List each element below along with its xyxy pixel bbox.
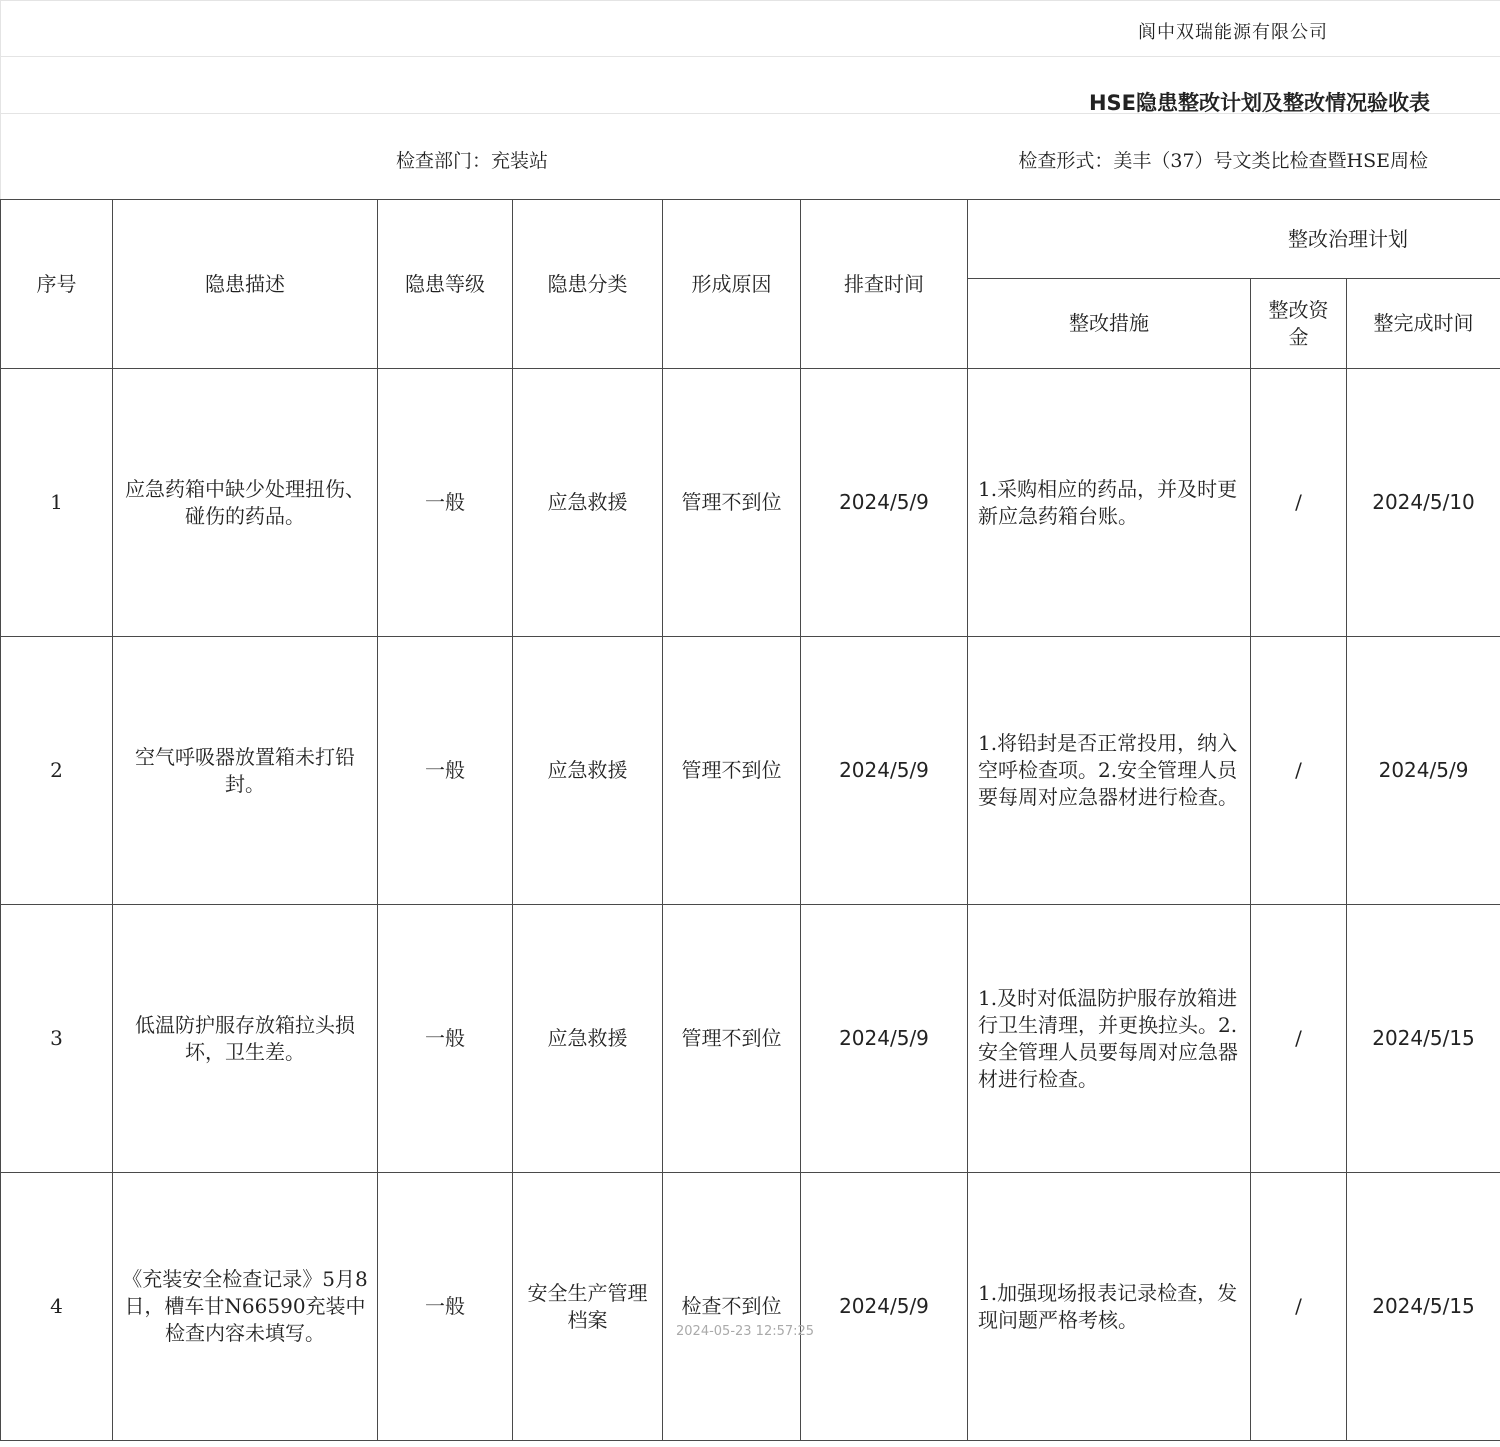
cell-level: 一般 bbox=[378, 1173, 513, 1441]
table-row bbox=[1, 1173, 1500, 1441]
cell-time: 2024/5/9 bbox=[801, 637, 968, 905]
page-title: HSE隐患整改计划及整改情况验收表 bbox=[1088, 91, 1430, 115]
cell-time: 2024/5/9 bbox=[801, 1173, 968, 1441]
inspection-department: 检查部门：充装站 bbox=[396, 150, 549, 172]
cell-fund: / bbox=[1251, 637, 1347, 905]
cell-desc: 应急药箱中缺少处理扭伤、碰伤的药品。 bbox=[113, 369, 378, 637]
cell-level: 一般 bbox=[378, 369, 513, 637]
cell-desc: 低温防护服存放箱拉头损坏，卫生差。 bbox=[113, 905, 378, 1173]
cell-seq: 1 bbox=[1, 369, 113, 637]
sheet-gridline bbox=[0, 0, 1, 199]
cell-seq: 2 bbox=[1, 637, 113, 905]
cell-deadline: 2024/5/15 bbox=[1347, 1173, 1500, 1441]
cell-level: 一般 bbox=[378, 905, 513, 1173]
inspection-form: 检查形式：美丰（37）号文类比检查暨HSE周检 bbox=[1018, 150, 1428, 172]
header-cause: 形成原因 bbox=[663, 200, 801, 369]
header-plan: 整改治理计划 bbox=[968, 200, 1500, 279]
header-fund: 整改资金 bbox=[1251, 279, 1347, 369]
header-row bbox=[1, 200, 1500, 279]
cell-cause: 检查不到位 bbox=[663, 1173, 801, 1441]
timestamp-watermark: 2024-05-23 12:57:25 bbox=[676, 1324, 815, 1339]
cell-measure: 1.加强现场报表记录检查，发现问题严格考核。 bbox=[968, 1173, 1251, 1441]
table-row bbox=[1, 905, 1500, 1173]
table-row bbox=[1, 637, 1500, 905]
header-category: 隐患分类 bbox=[513, 200, 663, 369]
cell-time: 2024/5/9 bbox=[801, 905, 968, 1173]
sheet-gridline bbox=[0, 56, 1500, 57]
cell-category: 安全生产管理档案 bbox=[513, 1173, 663, 1441]
cell-fund: / bbox=[1251, 905, 1347, 1173]
cell-desc: 空气呼吸器放置箱未打铅封。 bbox=[113, 637, 378, 905]
cell-deadline: 2024/5/10 bbox=[1347, 369, 1500, 637]
cell-deadline: 2024/5/9 bbox=[1347, 637, 1500, 905]
sheet-gridline bbox=[0, 0, 1500, 1]
table-row bbox=[1, 369, 1500, 637]
hazard-table bbox=[0, 199, 1500, 1441]
header-measure: 整改措施 bbox=[968, 279, 1251, 369]
cell-fund: / bbox=[1251, 1173, 1347, 1441]
company-name: 阆中双瑞能源有限公司 bbox=[1138, 22, 1328, 43]
header-time: 排查时间 bbox=[801, 200, 968, 369]
header-deadline: 整完成时间 bbox=[1347, 279, 1500, 369]
cell-cause: 管理不到位 bbox=[663, 369, 801, 637]
cell-deadline: 2024/5/15 bbox=[1347, 905, 1500, 1173]
cell-category: 应急救援 bbox=[513, 637, 663, 905]
cell-fund: / bbox=[1251, 369, 1347, 637]
header-seq: 序号 bbox=[1, 200, 113, 369]
cell-measure: 1.将铅封是否正常投用，纳入空呼检查项。2.安全管理人员要每周对应急器材进行检查。 bbox=[968, 637, 1251, 905]
cell-cause: 管理不到位 bbox=[663, 637, 801, 905]
cell-level: 一般 bbox=[378, 637, 513, 905]
cell-measure: 1.采购相应的药品，并及时更新应急药箱台账。 bbox=[968, 369, 1251, 637]
cell-seq: 4 bbox=[1, 1173, 113, 1441]
cell-category: 应急救援 bbox=[513, 369, 663, 637]
cell-seq: 3 bbox=[1, 905, 113, 1173]
cell-desc: 《充装安全检查记录》5月8日，槽车甘N66590充装中检查内容未填写。 bbox=[113, 1173, 378, 1441]
cell-category: 应急救援 bbox=[513, 905, 663, 1173]
cell-cause: 管理不到位 bbox=[663, 905, 801, 1173]
header-desc: 隐患描述 bbox=[113, 200, 378, 369]
cell-measure: 1.及时对低温防护服存放箱进行卫生清理，并更换拉头。2.安全管理人员要每周对应急器材进行检查。 bbox=[968, 905, 1251, 1173]
cell-time: 2024/5/9 bbox=[801, 369, 968, 637]
header-level: 隐患等级 bbox=[378, 200, 513, 369]
